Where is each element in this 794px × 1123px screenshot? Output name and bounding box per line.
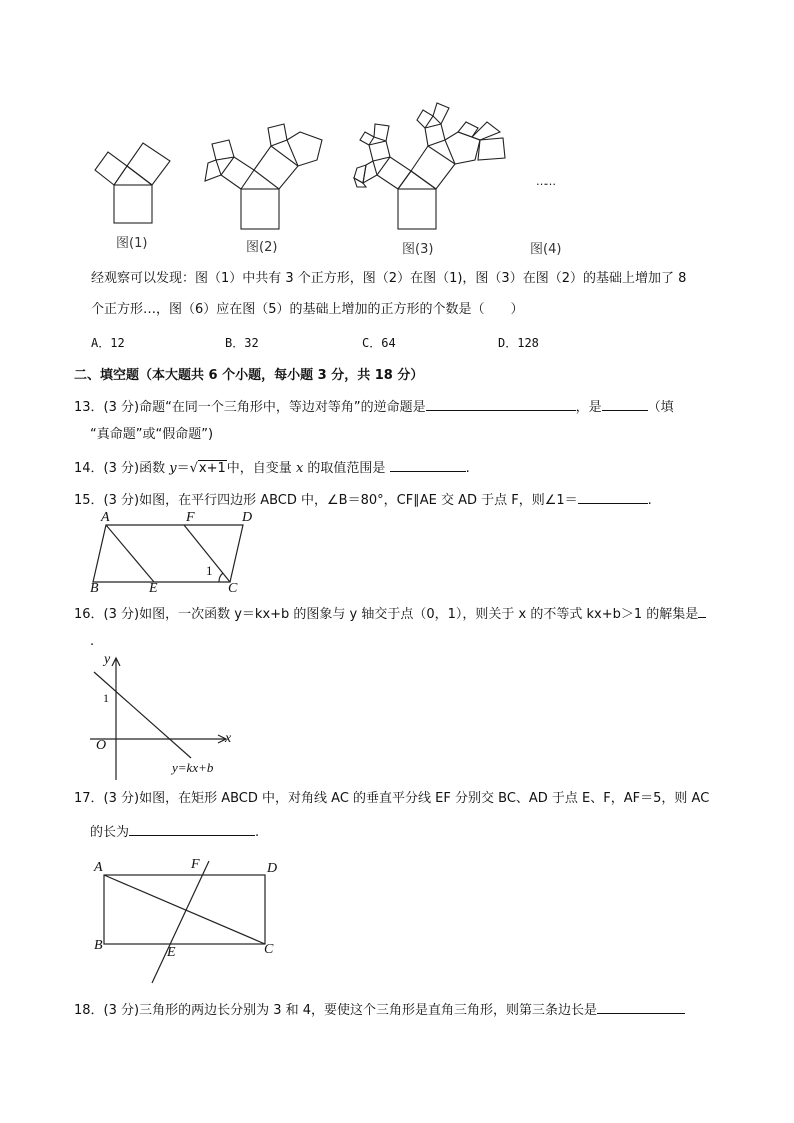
q12-line2: 个正方形…，图（6）应在图（5）的基础上增加的正方形的个数是（ ） [91,302,524,317]
q14-func-var: y [169,461,177,476]
q15-label-b: B [90,581,99,596]
q14-eq: ＝ [176,461,190,476]
q15-label-a: A [101,510,110,525]
q17-label-b: B [94,938,103,953]
q17-label-a: A [94,860,103,875]
q13-number: 13．(3 分) [74,400,140,415]
q17-label-f: F [191,857,200,872]
q17-label-c: C [264,942,274,957]
q15-number: 15．(3 分) [74,493,140,508]
q15-text: 如图，在平行四边形 ABCD 中，∠B＝80°，CF∥AE 交 AD 于点 F，则∠1＝ [139,493,578,508]
q16-number: 16．(3 分) [74,607,140,622]
q16-text: 如图，一次函数 y＝kx+b 的图象与 y 轴交于点（0，1），则关于 x 的不等式 kx+b＞1 的解集是 [139,607,699,622]
q13-answer-blank-2[interactable] [602,396,648,411]
q13-line2: “真命题”或“假命题”) [90,427,214,442]
q15-label-f: F [186,510,195,525]
q15-line [74,489,652,510]
q14-text-b: 中，自变量 [226,461,292,476]
q13-text-a: 命题“在同一个三角形中，等边对等角”的逆命题是 [139,400,426,415]
q15-label-c: C [228,581,238,596]
figure-caption-2: 图(2) [246,240,278,255]
q13-text-c: （填 [647,400,674,415]
q15-label-angle-1: 1 [206,563,213,578]
section-title: 二、填空题（本大题共 6 个小题，每小题 3 分，共 18 分） [74,368,424,383]
q17-label-e: E [167,945,176,960]
q12-option-b: B．32 [225,336,259,350]
q15-parallelogram-figure [88,510,248,590]
q17-line2 [90,821,259,842]
q13-text-b: ，是 [575,400,602,415]
sqrt-sign: √ [189,461,198,476]
q17-label-d: D [267,861,278,876]
q14-number: 14．(3 分) [74,461,140,476]
q14-line [74,457,470,478]
figure-caption-1: 图(1) [116,236,148,251]
q12-option-d: D．128 [498,336,539,350]
q17-number: 17．(3 分) [74,791,140,806]
q18-line [74,999,685,1020]
q16-line-label: y=kx+b [172,760,214,775]
q16-label-origin: O [96,738,107,753]
q12-option-c: C．64 [362,336,396,350]
q17-line2-text: 的长为 [90,825,130,840]
figure-caption-3: 图(3) [402,242,434,257]
q15-label-d: D [242,510,253,525]
q17-line1 [74,790,709,808]
figure-caption-4: 图(4) [530,242,562,257]
q15-answer-blank[interactable] [578,489,648,504]
q13-line1 [74,396,674,417]
q12-option-a: A．12 [91,336,125,350]
q14-var: x [295,461,304,476]
q13-answer-blank-1[interactable] [426,396,576,411]
q16-label-x: x [225,731,232,746]
q14-radicand: x+1 [198,461,226,476]
q14-answer-blank[interactable] [390,457,466,472]
pythagoras-tree-figures [0,0,794,260]
q16-label-y: y [104,652,111,667]
q16-line [74,603,706,624]
q12-line1: 经观察可以发现：图（1）中共有 3 个正方形，图（2）在图（1)，图（3）在图（2）的基础上增加了 8 [91,271,687,286]
q18-number: 18．(3 分) [74,1003,140,1018]
q17-rectangle-figure [96,855,286,985]
q14-end: . [465,461,470,476]
figure-ellipsis: …… [536,175,554,188]
q16-answer-blank[interactable] [698,603,706,618]
q17-end: . [255,825,260,840]
q16-end: . [90,634,95,649]
q18-answer-blank[interactable] [597,999,685,1014]
q17-text: 如图，在矩形 ABCD 中，对角线 AC 的垂直平分线 EF 分别交 BC、AD 于点 E、F，AF＝5，则 AC [139,791,710,806]
q14-text-c: 的取值范围是 [307,461,386,476]
q17-answer-blank[interactable] [129,821,255,836]
q16-linear-function-graph [86,652,236,782]
q18-text: 三角形的两边长分别为 3 和 4，要使这个三角形是直角三角形，则第三条边长是 [139,1003,598,1018]
q14-text-a: 函数 [139,461,166,476]
q15-end: . [647,493,652,508]
q16-label-one: 1 [103,691,109,705]
q15-label-e: E [149,581,158,596]
